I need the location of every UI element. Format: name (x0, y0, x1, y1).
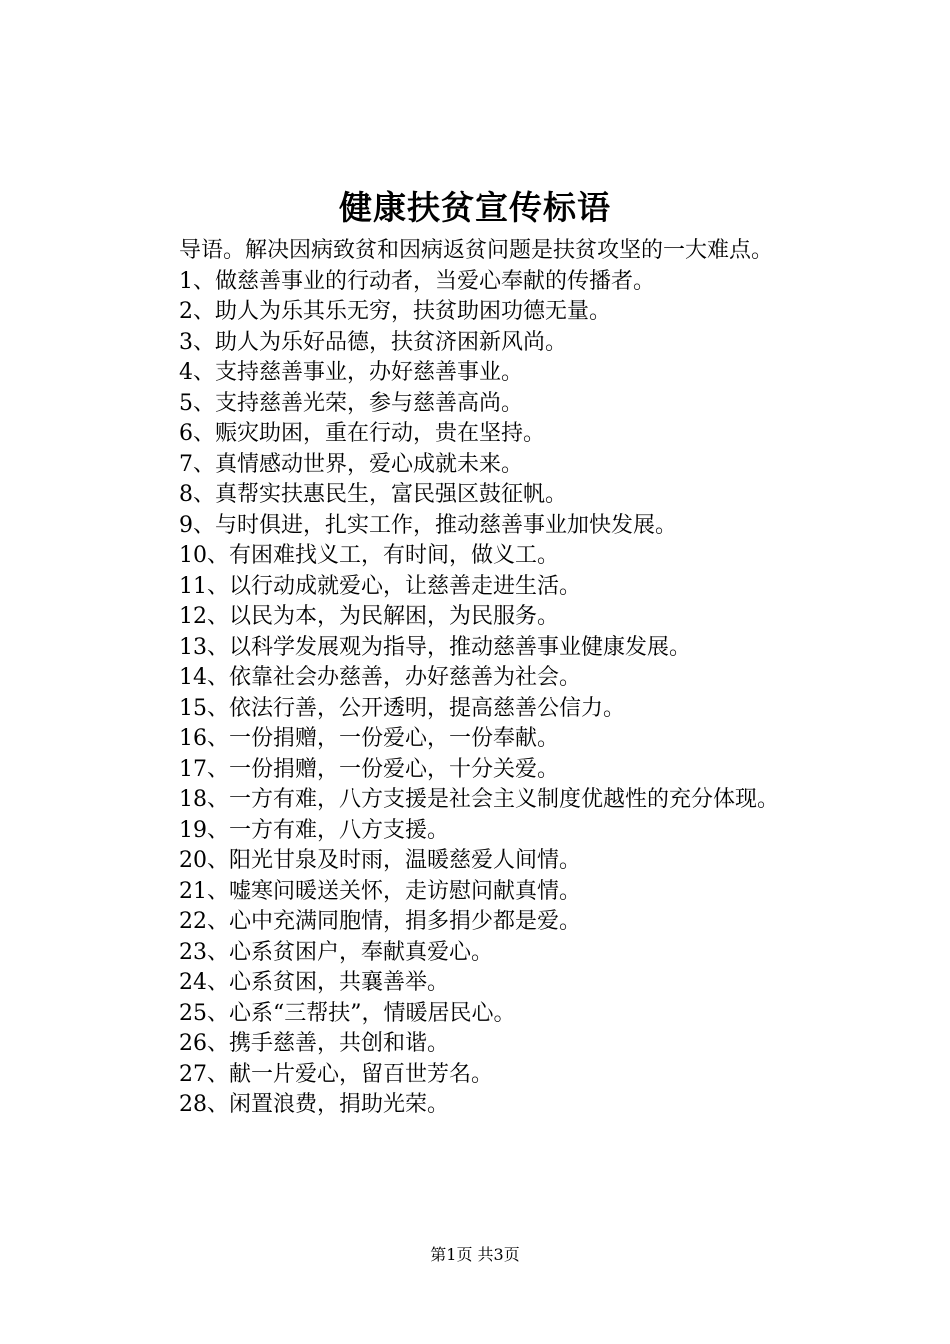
slogan-item: 10、有困难找义工，有时间，做义工。 (179, 543, 559, 568)
slogan-item: 1、做慈善事业的行动者，当爱心奉献的传播者。 (179, 268, 655, 294)
slogan-item: 12、以民为本，为民解困，为民服务。 (179, 604, 559, 629)
slogan-item: 3、助人为乐好品德，扶贫济困新风尚。 (179, 329, 567, 355)
slogan-item: 28、闲置浪费，捐助光荣。 (179, 1092, 449, 1117)
slogan-item: 22、心中充满同胞情，捐多捐少都是爱。 (179, 909, 581, 934)
slogan-item: 9、与时俱进，扎实工作，推动慈善事业加快发展。 (179, 512, 677, 538)
slogan-item: 13、以科学发展观为指导，推动慈善事业健康发展。 (179, 634, 691, 660)
slogan-item: 4、支持慈善事业，办好慈善事业。 (179, 360, 523, 385)
slogan-item: 11、以行动成就爱心，让慈善走进生活。 (179, 573, 581, 599)
slogan-item: 24、心系贫困，共襄善举。 (179, 970, 449, 995)
slogan-item: 16、一份捐赠，一份爱心，一份奉献。 (179, 726, 559, 751)
slogan-item: 19、一方有难，八方支援。 (179, 817, 449, 843)
slogan-item: 8、真帮实扶惠民生，富民强区鼓征帆。 (179, 482, 567, 507)
slogan-item: 15、依法行善，公开透明，提高慈善公信力。 (179, 695, 625, 721)
slogan-item: 27、献一片爱心，留百世芳名。 (179, 1061, 493, 1087)
intro-paragraph: 导语。解决因病致贫和因病返贫问题是扶贫攻坚的一大难点。 (179, 238, 774, 263)
slogan-item: 20、阳光甘泉及时雨，温暖慈爱人间情。 (179, 848, 581, 873)
document-body (129, 236, 833, 1121)
slogan-item: 14、依靠社会办慈善，办好慈善为社会。 (179, 665, 581, 690)
slogan-item: 2、助人为乐其乐无穷，扶贫助困功德无量。 (179, 299, 611, 324)
slogan-item: 25、心系“三帮扶”，情暖居民心。 (179, 1000, 516, 1026)
slogan-item: 23、心系贫困户，奉献真爱心。 (179, 939, 493, 965)
slogan-item: 21、嘘寒问暖送关怀，走访慰问献真情。 (179, 878, 581, 904)
page-title: 健康扶贫宣传标语 (339, 188, 611, 227)
slogan-item: 26、携手慈善，共创和谐。 (179, 1031, 449, 1056)
slogan-item: 6、赈灾助困，重在行动，贵在坚持。 (179, 421, 545, 446)
slogan-item: 17、一份捐赠，一份爱心，十分关爱。 (179, 756, 559, 782)
slogan-item: 5、支持慈善光荣，参与慈善高尚。 (179, 390, 523, 416)
page-footer: 第1页 共3页 (430, 1245, 520, 1264)
slogan-item: 18、一方有难，八方支援是社会主义制度优越性的充分体现。 (179, 787, 779, 812)
slogan-item: 7、真情感动世界，爱心成就未来。 (179, 451, 523, 477)
